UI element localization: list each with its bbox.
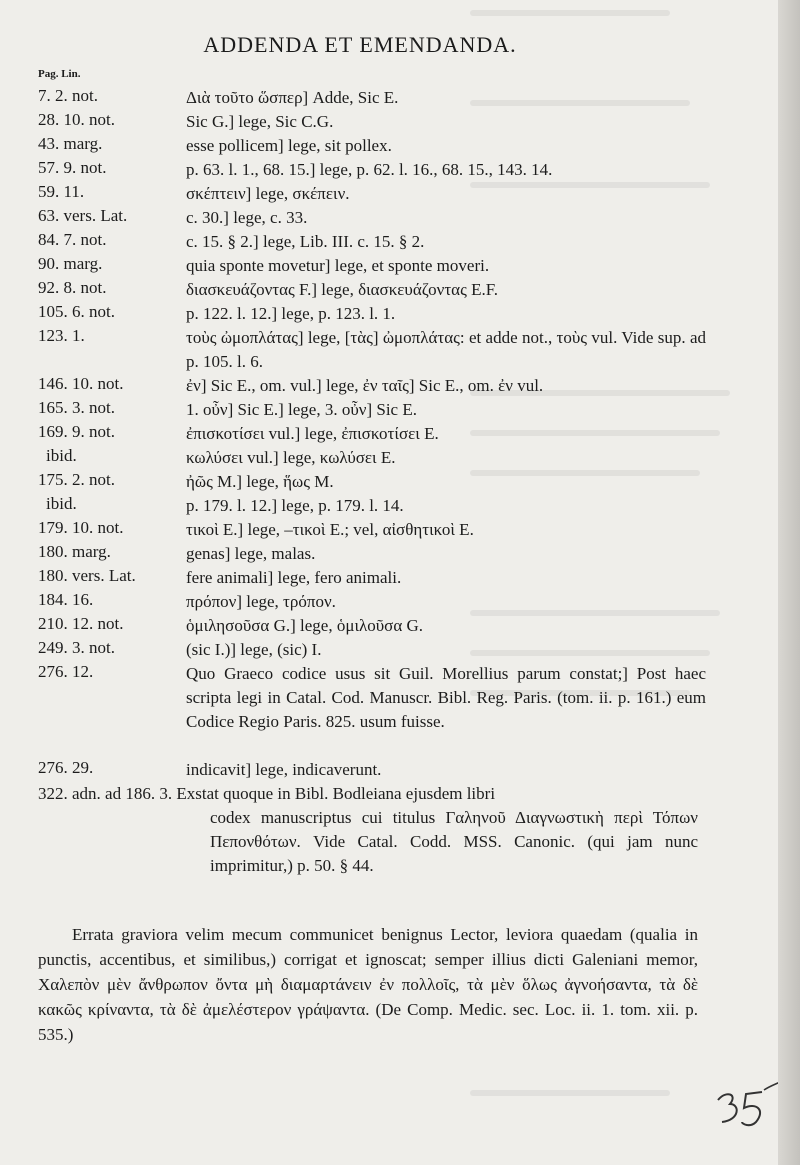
list-item	[0, 542, 778, 566]
entry-ref: 84. 7. not.	[38, 230, 107, 249]
list-item	[0, 230, 778, 254]
entry-text: τικοὶ E.] lege, –τικοὶ E.; vel, αἰσθητικοὶ E.	[186, 520, 474, 539]
entry-ref: 175. 2. not.	[38, 470, 115, 489]
entry-ref: 184. 16.	[38, 590, 94, 609]
entry-text: Sic G.] lege, Sic C.G.	[186, 112, 334, 131]
entry-text: genas] lege, malas.	[186, 544, 316, 563]
handwritten-page-number	[712, 1082, 782, 1132]
entry-text: p. 122. l. 12.] lege, p. 123. l. 1.	[186, 304, 396, 323]
entry-ref: 63. vers. Lat.	[38, 206, 128, 225]
entry-ref: 169. 9. not.	[38, 422, 115, 441]
entry-text: ἐν] Sic E., om. vul.] lege, ἐν ταῖς] Sic E., om. ἐν vul.	[186, 376, 544, 395]
entry-ref: 180. vers. Lat.	[38, 566, 136, 585]
list-item	[0, 566, 778, 590]
list-item	[0, 206, 778, 230]
page-title: ADDENDA ET EMENDANDA.	[203, 32, 517, 57]
list-item	[0, 638, 778, 662]
entry-text: c. 15. § 2.] lege, Lib. III. c. 15. § 2.	[186, 232, 425, 251]
entry-text: c. 30.] lege, c. 33.	[186, 208, 308, 227]
entry-text: Διὰ τοῦτο ὥσπερ] Adde, Sic E.	[186, 88, 399, 107]
corrections-list	[0, 86, 778, 878]
list-item	[0, 590, 778, 614]
list-item	[0, 398, 778, 422]
entry-ref: 57. 9. not.	[38, 158, 107, 177]
list-item	[0, 86, 778, 110]
entry-text: 1. οὖν] Sic E.] lege, 3. οὖν] Sic E.	[186, 400, 417, 419]
entry-text: κωλύσει vul.] lege, κωλύσει E.	[186, 448, 396, 467]
entry-ref: 180. marg.	[38, 542, 111, 561]
list-item	[0, 182, 778, 206]
entry-text: Quo Graeco codice usus sit Guil. Morellius parum constat;] Post haec scripta legi in Catal. Cod. Manuscr. Bibl. Reg. Paris. (tom. ii. p. 161.) eum Codice Regio Paris. 825. usum fuisse.	[186, 664, 706, 731]
entry-ref: 90. marg.	[38, 254, 103, 273]
list-item	[0, 782, 778, 878]
entry-ref: 92. 8. not.	[38, 278, 107, 297]
entry-text: σκέπτειν] lege, σκέπειν.	[186, 184, 350, 203]
entry-text: (sic I.)] lege, (sic) I.	[186, 640, 322, 659]
list-item	[0, 470, 778, 494]
column-label: Pag. Lin.	[38, 68, 81, 80]
entry-ref: 276. 12.	[38, 662, 94, 681]
list-item	[0, 254, 778, 278]
entry-text: p. 63. l. 1., 68. 15.] lege, p. 62. l. 16., 68. 15., 143. 14.	[186, 160, 553, 179]
entry-text: ἐπισκοτίσει vul.] lege, ἐπισκοτίσει E.	[186, 424, 439, 443]
list-item	[0, 278, 778, 302]
list-item	[0, 758, 778, 782]
entry-ref: 249. 3. not.	[38, 638, 115, 657]
errata-paragraph: Errata graviora velim mecum communicet benignus Lector, leviora quaedam (qualia in punctis, accentibus, et similibus,) corrigat et ignoscat; semper illius dicti Galeniani memor, Χαλεπὸν μὲν ἄνθρωπον ὄντα μὴ διαμαρτάνειν ἐν πολλοῖς, τὰ μὲν ὅλως ἀγνοήσαντα, τὰ δὲ κακῶς κρίναντα, τὰ δὲ ἀμελέστερον γράψαντα. (De Comp. Medic. sec. Loc. ii. 1. tom. xii. p. 535.)	[38, 925, 698, 1044]
list-item	[0, 326, 778, 374]
entry-ref: 146. 10. not.	[38, 374, 124, 393]
entry-ref: 210. 12. not.	[38, 614, 124, 633]
list-item	[0, 302, 778, 326]
list-item	[0, 134, 778, 158]
entry-ref: 123. 1.	[38, 326, 85, 345]
list-item	[0, 374, 778, 398]
entry-ref: 28. 10. not.	[38, 110, 115, 129]
entry-text: πρόπον] lege, τρόπον.	[186, 592, 336, 611]
entry-ref: 105. 6. not.	[38, 302, 115, 321]
list-item	[0, 614, 778, 638]
entry-ref: 43. marg.	[38, 134, 103, 153]
entry-ref: ibid.	[46, 494, 77, 513]
entry-text: quia sponte movetur] lege, et sponte moveri.	[186, 256, 490, 275]
entry-ref: ibid.	[46, 446, 77, 465]
page-edge	[778, 0, 800, 1165]
entry-ref: 7. 2. not.	[38, 86, 98, 105]
list-item	[0, 662, 778, 758]
entry-ref: 276. 29.	[38, 758, 94, 777]
entry-text: fere animali] lege, fero animali.	[186, 568, 402, 587]
entry-text: ὁμιλησοῦσα G.] lege, ὁμιλοῦσα G.	[186, 616, 424, 635]
entry-text: esse pollicem] lege, sit pollex.	[186, 136, 392, 155]
entry-text: p. 179. l. 12.] lege, p. 179. l. 14.	[186, 496, 404, 515]
entry-text: ἠῶς M.] lege, ἥως M.	[186, 472, 334, 491]
list-item	[0, 158, 778, 182]
entry-text: τοὺς ὠμοπλάτας] lege, [τὰς] ὠμοπλάτας: et adde not., τοὺς vul. Vide sup. ad p. 105. l. 6.	[186, 328, 706, 371]
entry-text: διασκευάζοντας F.] lege, διασκευάζοντας E.F.	[186, 280, 499, 299]
list-item	[0, 518, 778, 542]
list-item	[0, 494, 778, 518]
entry-ref: 165. 3. not.	[38, 398, 115, 417]
entry-text: indicavit] lege, indicaverunt.	[186, 760, 382, 779]
list-item	[0, 446, 778, 470]
entry-text: codex manuscriptus cui titulus Γαληνοῦ Διαγνωστικὴ περὶ Τόπων Πεπονθότων. Vide Catal. Codd. MSS. Canonic. (qui jam nunc imprimitur,) p. 50. § 44.	[210, 808, 698, 875]
entry-ref: 179. 10. not.	[38, 518, 124, 537]
list-item	[0, 422, 778, 446]
list-item	[0, 110, 778, 134]
entry-lead: 322. adn. ad 186. 3. Exstat quoque in Bibl. Bodleiana ejusdem libri	[38, 784, 496, 803]
entry-ref: 59. 11.	[38, 182, 85, 201]
